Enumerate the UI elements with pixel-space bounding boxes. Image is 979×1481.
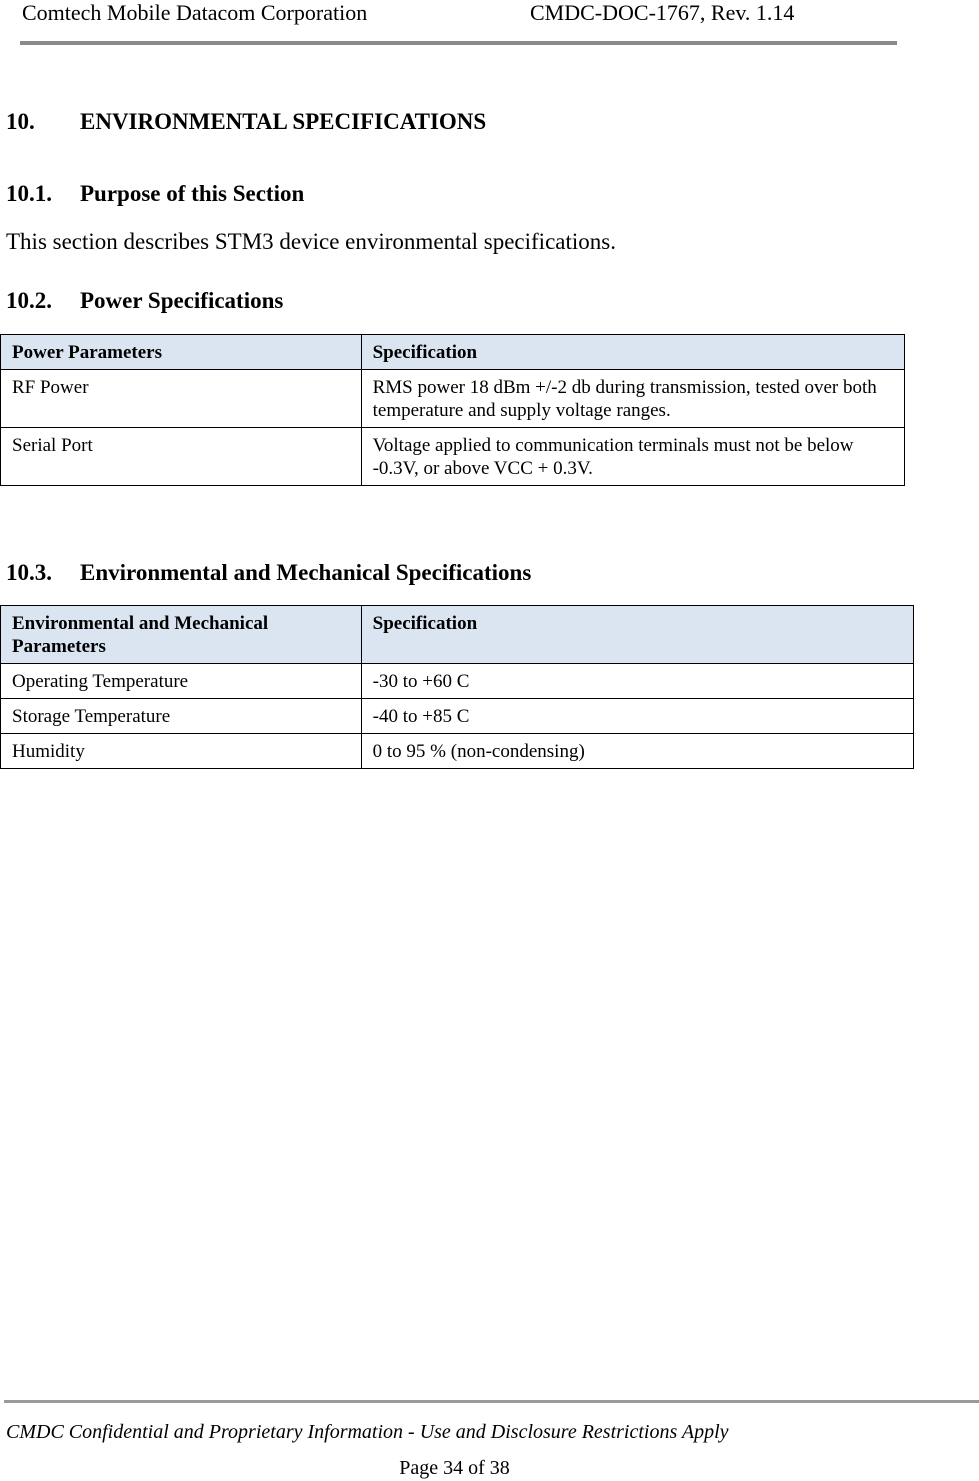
table-cell: RMS power 18 dBm +/-2 db during transmission, tested over both temperature and supply voltage ranges. [361,370,904,428]
table-cell: 0 to 95 % (non-condensing) [361,734,913,769]
header-divider [20,41,897,45]
section-heading [6,108,486,136]
table-header-cell: Power Parameters [1,335,362,370]
table-header-cell: Specification [361,335,904,370]
environmental-heading [6,559,531,587]
power-heading [6,287,283,315]
header-company: Comtech Mobile Datacom Corporation [22,0,368,25]
table-header-cell: Environmental and Mechanical Parameters [1,606,362,664]
section-title: ENVIRONMENTAL SPECIFICATIONS [80,109,487,134]
environmental-title: Environmental and Mechanical Specifications [80,560,532,585]
table-cell: -40 to +85 C [361,699,913,734]
power-table [0,334,905,486]
purpose-number: 10.1. [6,181,52,206]
table-cell: Voltage applied to communication terminals must not be below -0.3V, or above VCC + 0.3V. [361,428,904,486]
table-cell: Serial Port [1,428,362,486]
power-number: 10.2. [6,288,52,313]
table-header-row [1,606,914,664]
footer-divider [4,1400,979,1403]
table-cell: Humidity [1,734,362,769]
table-header-cell: Specification [361,606,913,664]
table-cell: -30 to +60 C [361,664,913,699]
table-row [1,428,905,486]
header-doc-id: CMDC-DOC-1767, Rev. 1.14 [530,0,795,25]
page-number: Page 34 of 38 [399,1457,510,1479]
table-cell: Operating Temperature [1,664,362,699]
purpose-heading [6,180,304,208]
environmental-number: 10.3. [6,560,52,585]
table-row [1,734,914,769]
table-cell: RF Power [1,370,362,428]
table-cell: Storage Temperature [1,699,362,734]
purpose-text: This section describes STM3 device environmental specifications. [6,229,616,254]
table-row [1,370,905,428]
table-header-row [1,335,905,370]
table-row [1,699,914,734]
table-row [1,664,914,699]
section-number: 10. [6,109,35,134]
footer-notice: CMDC Confidential and Proprietary Information - Use and Disclosure Restrictions Apply [6,1421,729,1443]
environmental-table [0,605,914,769]
purpose-title: Purpose of this Section [80,181,305,206]
power-title: Power Specifications [80,288,284,313]
